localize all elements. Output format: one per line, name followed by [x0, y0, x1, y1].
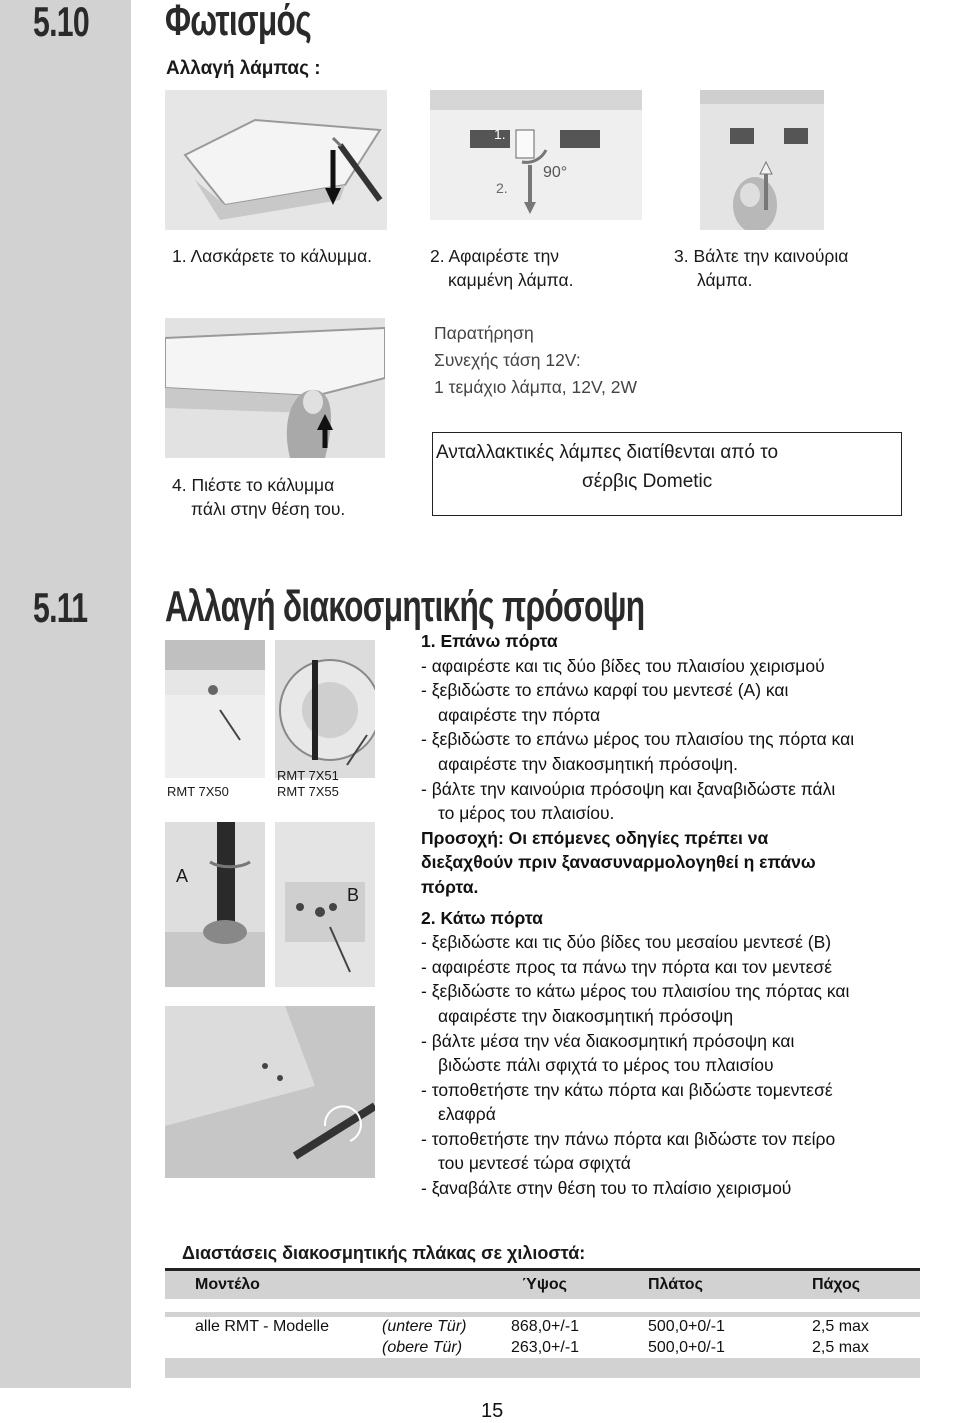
photo-unscrew-hinge-a: [165, 822, 265, 987]
section-title-510: Φωτισμός: [165, 0, 311, 45]
dimensions-heading: Διαστάσεις διακοσμητικής πλάκας σε χιλιοστά:: [182, 1243, 586, 1263]
row2-height: 263,0+/-1: [511, 1339, 580, 1356]
row1-height: 868,0+/-1: [511, 1318, 580, 1335]
row2-door: (obere Tür): [382, 1339, 463, 1356]
photo-remove-lamp: [430, 90, 642, 220]
section-title-511: Αλλαγή διακοσμητικής πρόσοψη: [165, 582, 645, 631]
header-thickness: Πάχος: [812, 1276, 861, 1293]
lower-line-1: - ξεβιδώστε και τις δύο βίδες του μεσαίου μεντεσέ (B): [421, 932, 832, 953]
notice-line-1: Ανταλλακτικές λάμπες διατίθενται από το: [436, 442, 779, 463]
section-number-510: 5.10: [33, 0, 89, 45]
lamp-change-subtitle: Αλλαγή λάμπας :: [166, 58, 321, 79]
lower-line-3: - ξεβιδώστε το κάτω μέρος του πλαισίου της πόρτας και: [421, 981, 850, 1002]
photo-insert-lamp: [700, 90, 824, 230]
label-rmt7x51: RMT 7X51: [277, 768, 339, 783]
row1-model: alle RMT - Modelle: [195, 1318, 329, 1335]
lower-line-7: - τοποθετήστε την κάτω πόρτα και βιδώστε τομεντεσέ: [421, 1079, 833, 1100]
lower-line-9: - τοποθετήστε την πάνω πόρτα και βιδώστε τον πείρο: [421, 1128, 836, 1149]
upper-door-heading: 1. Επάνω πόρτα: [421, 631, 558, 651]
label-hinge-b: B: [347, 885, 360, 905]
row2-width: 500,0+0/-1: [648, 1339, 725, 1356]
note-line-1: Συνεχής τάση 12V:: [434, 350, 581, 370]
lower-line-2: - αφαιρέστε προς τα πάνω την πόρτα και τον μεντεσέ: [421, 956, 832, 977]
lower-line-6: βιδώστε πάλι σφιχτά το μέρος του πλαισίου: [438, 1055, 774, 1076]
row1-width: 500,0+0/-1: [648, 1318, 725, 1335]
header-model: Μοντέλο: [195, 1276, 260, 1293]
photo-hinge-top-rmt7x50: [165, 640, 265, 778]
warning-line-3: πόρτα.: [421, 876, 479, 897]
section-number-511: 5.11: [33, 584, 88, 631]
photo-unscrew-frame: [165, 1006, 375, 1178]
table-bottom-band: [165, 1358, 920, 1378]
photo2-label-2: 2.: [496, 180, 508, 196]
upper-line-1: - αφαιρέστε και τις δύο βίδες του πλαισίου χειρισμού: [421, 655, 825, 676]
step-3-caption-line2: λάμπα.: [697, 270, 753, 290]
step-3-caption-line1: 3. Βάλτε την καινούρια: [674, 246, 849, 266]
photo-hinge-b: [275, 822, 375, 987]
photo-hinge-top-rmt7x51: [275, 640, 375, 778]
step-4-caption-line1: 4. Πιέστε το κάλυμμα: [172, 475, 335, 495]
row1-door: (untere Tür): [382, 1318, 467, 1335]
lower-line-8: ελαφρά: [438, 1104, 496, 1125]
upper-line-7: το μέρος του πλαισίου.: [438, 803, 615, 824]
step-2-caption-line2: καμμένη λάμπα.: [448, 270, 574, 290]
note-line-2: 1 τεμάχιο λάμπα, 12V, 2W: [434, 377, 638, 397]
left-margin-bar: [0, 0, 131, 1388]
photo2-label-1: 1.: [494, 126, 506, 142]
warning-line-1: Προσοχή: Οι επόμενες οδηγίες πρέπει να: [421, 827, 769, 848]
lower-line-4: αφαιρέστε την διακοσμητική πρόσοψη: [438, 1005, 734, 1026]
upper-line-2: - ξεβιδώστε το επάνω καρφί του μεντεσέ (A) και: [421, 680, 789, 701]
photo-press-cover: [165, 318, 385, 458]
step-2-caption-line1: 2. Αφαιρέστε την: [430, 246, 560, 266]
row1-thickness: 2,5 max: [812, 1318, 869, 1335]
step-4-caption-line2: πάλι στην θέση του.: [191, 499, 346, 519]
header-width: Πλάτος: [648, 1276, 703, 1293]
warning-line-2: διεξαχθούν πριν ξανασυναρμολογηθεί η επάνω: [421, 852, 816, 873]
label-rmt7x55: RMT 7X55: [277, 784, 339, 799]
lower-line-5: - βάλτε μέσα την νέα διακοσμητική πρόσοψη και: [421, 1030, 795, 1051]
label-rmt7x50: RMT 7X50: [167, 784, 229, 799]
row2-thickness: 2,5 max: [812, 1339, 869, 1356]
header-height: Ύψος: [522, 1276, 567, 1293]
label-hinge-a: A: [176, 866, 189, 886]
upper-line-5: αφαιρέστε την διακοσμητική πρόσοψη.: [438, 753, 739, 774]
instructions-block: [421, 629, 854, 1201]
upper-line-6: - βάλτε την καινούρια πρόσοψη και ξαναβιδώστε πάλι: [421, 778, 836, 799]
photo2-angle-label: 90°: [543, 164, 568, 181]
note-heading: Παρατήρηση: [434, 323, 534, 343]
upper-line-4: - ξεβιδώστε το επάνω μέρος του πλαισίου της πόρτα και: [421, 729, 855, 750]
table-separator: [165, 1312, 920, 1317]
lower-door-heading: 2. Κάτω πόρτα: [421, 907, 543, 928]
lower-line-10: του μεντεσέ τώρα σφιχτά: [438, 1153, 631, 1174]
photo-loosen-cover: [165, 90, 387, 230]
upper-line-3: αφαιρέστε την πόρτα: [438, 704, 601, 725]
lower-line-11: - ξαναβάλτε στην θέση του το πλαίσιο χειρισμού: [421, 1178, 792, 1199]
step-1-caption: 1. Λασκάρετε το κάλυμμα.: [172, 246, 373, 266]
notice-line-2: σέρβις Dometic: [582, 471, 713, 492]
page-number: 15: [481, 1400, 504, 1422]
